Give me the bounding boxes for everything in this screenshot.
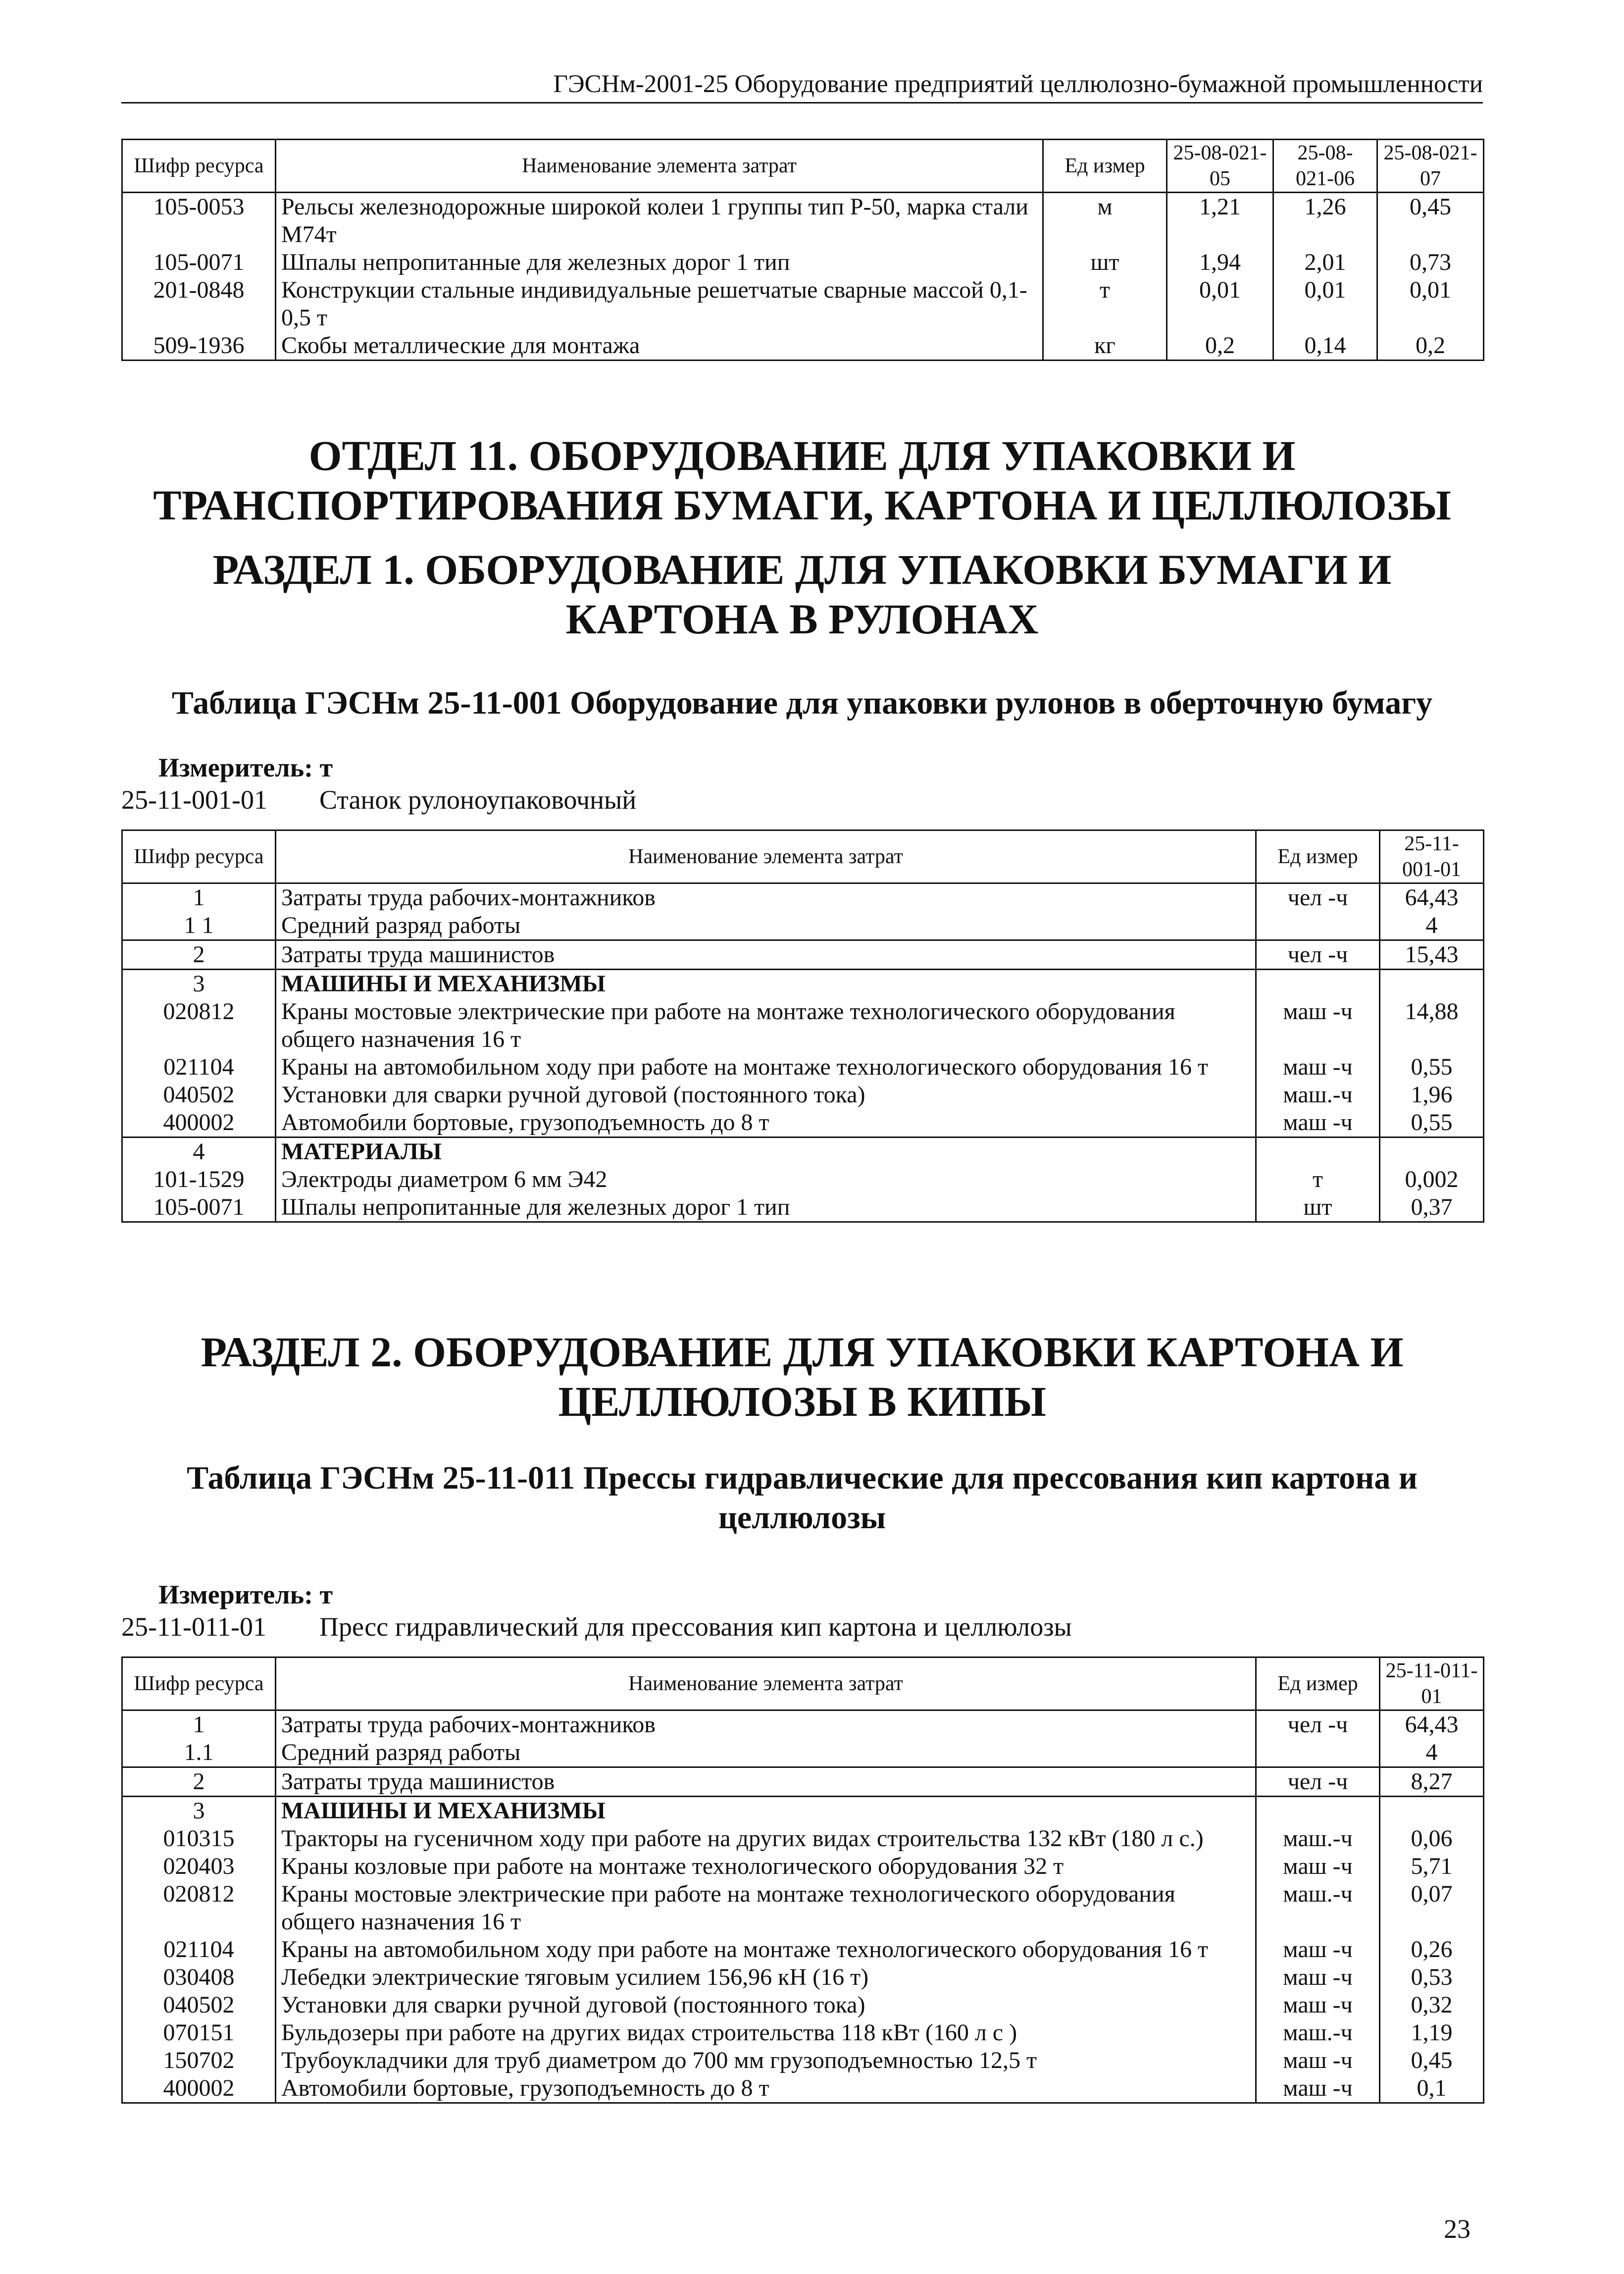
resource-unit: шт	[1256, 1193, 1380, 1222]
group-title: МАШИНЫ И МЕХАНИЗМЫ	[276, 1797, 1256, 1825]
group-title: МАШИНЫ И МЕХАНИЗМЫ	[276, 970, 1256, 998]
resource-value: 0,07	[1380, 1880, 1484, 1936]
resource-code: 020812	[122, 1880, 276, 1936]
resource-name: Средний разряд работы	[276, 912, 1256, 940]
resource-unit: маш -ч	[1256, 1936, 1380, 1964]
resource-code: 2	[122, 940, 276, 970]
resource-value: 14,88	[1380, 998, 1484, 1053]
table-caption-25-11-001: Таблица ГЭСНм 25-11-001 Оборудование для упаковки рулонов в оберточную бумагу	[171, 685, 1433, 721]
resource-unit: маш.-ч	[1256, 1081, 1380, 1109]
table-header-row	[122, 1657, 1484, 1710]
resource-unit: маш -ч	[1256, 2074, 1380, 2103]
resource-value	[1380, 970, 1484, 998]
table-row	[122, 1825, 1484, 1853]
resource-value: 1,21	[1167, 193, 1273, 249]
resource-code: 010315	[122, 1825, 276, 1853]
resource-unit: маш -ч	[1256, 1991, 1380, 2019]
resource-unit: кг	[1043, 332, 1167, 361]
resource-name: Затраты труда рабочих-монтажников	[276, 883, 1256, 912]
table-row	[122, 1739, 1484, 1767]
resource-unit	[1256, 1797, 1380, 1825]
resource-value	[1380, 1137, 1484, 1166]
resource-code: 021104	[122, 1936, 276, 1964]
col-header-value: 25-11-011-01	[1380, 1657, 1484, 1710]
resource-unit	[1256, 1739, 1380, 1767]
resource-value: 1,26	[1273, 193, 1377, 249]
resource-unit: маш.-ч	[1256, 1825, 1380, 1853]
table-row	[122, 1936, 1484, 1964]
table-row	[122, 1053, 1484, 1081]
resource-value: 4	[1380, 912, 1484, 940]
resource-value: 5,71	[1380, 1853, 1484, 1880]
table-row	[122, 332, 1484, 361]
col-header-code: Шифр ресурса	[122, 140, 276, 193]
table-row	[122, 1853, 1484, 1880]
resource-code: 020812	[122, 998, 276, 1053]
table-row	[122, 1767, 1484, 1797]
table-row	[122, 1166, 1484, 1193]
resource-code: 021104	[122, 1053, 276, 1081]
resource-name: Краны козловые при работе на монтаже технологического оборудования 32 т	[276, 1853, 1256, 1880]
resource-code: 400002	[122, 2074, 276, 2103]
resource-code: 2	[122, 1767, 276, 1797]
resource-table-25-08-021	[121, 139, 1484, 361]
col-header-unit: Ед измер	[1043, 140, 1167, 193]
col-header-name: Наименование элемента затрат	[276, 830, 1256, 883]
resource-value: 0,1	[1380, 2074, 1484, 2103]
resource-name: Краны мостовые электрические при работе на монтаже технологического оборудования общего назначения 16 т	[276, 998, 1256, 1053]
position-name: Станок рулоноупаковочный	[319, 785, 637, 815]
position-line	[121, 1612, 1072, 1642]
resource-value: 1,96	[1380, 1081, 1484, 1109]
resource-value: 0,45	[1377, 193, 1484, 249]
table-row	[122, 883, 1484, 912]
resource-name: Тракторы на гусеничном ходу при работе на других видах строительства 132 кВт (180 л с.)	[276, 1825, 1256, 1853]
running-header: ГЭСНм-2001-25 Оборудование предприятий целлюлозно-бумажной промышленности	[121, 69, 1483, 103]
resource-code: 4	[122, 1137, 276, 1166]
group-title: МАТЕРИАЛЫ	[276, 1137, 1256, 1166]
resource-unit	[1256, 970, 1380, 998]
table-row	[122, 998, 1484, 1053]
resource-name: Конструкции стальные индивидуальные решетчатые сварные массой 0,1-0,5 т	[276, 276, 1043, 332]
resource-value: 0,37	[1380, 1193, 1484, 1222]
col-header-unit: Ед измер	[1256, 830, 1380, 883]
division-heading: ОТДЕЛ 11. ОБОРУДОВАНИЕ ДЛЯ УПАКОВКИ И ТРАНСПОРТИРОВАНИЯ БУМАГИ, КАРТОНА И ЦЕЛЛЮЛОЗЫ	[153, 432, 1451, 529]
resource-value: 0,01	[1273, 276, 1377, 332]
resource-value: 0,55	[1380, 1109, 1484, 1137]
resource-value: 0,01	[1377, 276, 1484, 332]
table-row	[122, 1109, 1484, 1137]
resource-table-25-11-011	[121, 1656, 1484, 2104]
resource-value: 0,53	[1380, 1964, 1484, 1991]
resource-code: 040502	[122, 1991, 276, 2019]
resource-name: Краны мостовые электрические при работе на монтаже технологического оборудования общего назначения 16 т	[276, 1880, 1256, 1936]
resource-unit: чел -ч	[1256, 940, 1380, 970]
position-line	[121, 785, 636, 815]
resource-name: Шпалы непропитанные для железных дорог 1 тип	[276, 249, 1043, 276]
table-row	[122, 1193, 1484, 1222]
resource-unit: шт	[1043, 249, 1167, 276]
resource-value: 1,19	[1380, 2019, 1484, 2047]
resource-unit: маш.-ч	[1256, 2019, 1380, 2047]
col-header-value: 25-08-021-07	[1377, 140, 1484, 193]
resource-name: Рельсы железнодорожные широкой колеи 1 группы тип Р-50, марка стали М74т	[276, 193, 1043, 249]
table-row	[122, 1081, 1484, 1109]
resource-value: 64,43	[1380, 1710, 1484, 1739]
table-group-row	[122, 1797, 1484, 1825]
table-header-row	[122, 830, 1484, 883]
table-row	[122, 2019, 1484, 2047]
col-header-value: 25-08-021-06	[1273, 140, 1377, 193]
table-row	[122, 1964, 1484, 1991]
resource-name: Лебедки электрические тяговым усилием 156,96 кН (16 т)	[276, 1964, 1256, 1991]
resource-unit: м	[1043, 193, 1167, 249]
resource-code: 1	[122, 883, 276, 912]
resource-unit: т	[1256, 1166, 1380, 1193]
table-group-row	[122, 1137, 1484, 1166]
resource-name: Краны на автомобильном ходу при работе на монтаже технологического оборудования 16 т	[276, 1936, 1256, 1964]
resource-unit	[1256, 912, 1380, 940]
resource-unit: маш -ч	[1256, 1053, 1380, 1081]
resource-value: 0,01	[1167, 276, 1273, 332]
resource-value: 0,2	[1377, 332, 1484, 361]
resource-unit: чел -ч	[1256, 883, 1380, 912]
resource-name: Электроды диаметром 6 мм Э42	[276, 1166, 1256, 1193]
page-number: 23	[1444, 2214, 1471, 2244]
resource-code: 1 1	[122, 912, 276, 940]
resource-unit: чел -ч	[1256, 1767, 1380, 1797]
table-header-row	[122, 140, 1484, 193]
resource-unit: чел -ч	[1256, 1710, 1380, 1739]
resource-name: Средний разряд работы	[276, 1739, 1256, 1767]
position-name: Пресс гидравлический для прессования кип картона и целлюлозы	[319, 1612, 1072, 1642]
position-code: 25-11-011-01	[121, 1612, 266, 1642]
resource-value: 2,01	[1273, 249, 1377, 276]
resource-value: 0,45	[1380, 2047, 1484, 2074]
resource-name: Скобы металлические для монтажа	[276, 332, 1043, 361]
measure-unit: Измеритель: т	[158, 753, 333, 782]
position-code: 25-11-001-01	[121, 785, 267, 815]
resource-value: 8,27	[1380, 1767, 1484, 1797]
resource-value: 4	[1380, 1739, 1484, 1767]
resource-code: 3	[122, 970, 276, 998]
resource-value	[1380, 1797, 1484, 1825]
resource-value: 0,32	[1380, 1991, 1484, 2019]
table-row	[122, 1991, 1484, 2019]
resource-value: 0,14	[1273, 332, 1377, 361]
col-header-value: 25-11-001-01	[1380, 830, 1484, 883]
resource-code: 030408	[122, 1964, 276, 1991]
resource-code: 1.1	[122, 1739, 276, 1767]
resource-code: 070151	[122, 2019, 276, 2047]
resource-value: 64,43	[1380, 883, 1484, 912]
col-header-name: Наименование элемента затрат	[276, 140, 1043, 193]
resource-code: 509-1936	[122, 332, 276, 361]
measure-unit: Измеритель: т	[158, 1580, 333, 1609]
resource-value: 0,26	[1380, 1936, 1484, 1964]
resource-code: 3	[122, 1797, 276, 1825]
table-row	[122, 940, 1484, 970]
table-caption-25-11-011: Таблица ГЭСНм 25-11-011 Прессы гидравлические для прессования кип картона и целлюлозы	[187, 1460, 1418, 1536]
resource-unit: маш -ч	[1256, 1964, 1380, 1991]
resource-code: 020403	[122, 1853, 276, 1880]
resource-code: 1	[122, 1710, 276, 1739]
table-row	[122, 912, 1484, 940]
resource-code: 040502	[122, 1081, 276, 1109]
col-header-value: 25-08-021-05	[1167, 140, 1273, 193]
resource-name: Автомобили бортовые, грузоподъемность до 8 т	[276, 1109, 1256, 1137]
resource-code: 400002	[122, 1109, 276, 1137]
resource-code: 105-0071	[122, 1193, 276, 1222]
resource-unit: маш -ч	[1256, 1109, 1380, 1137]
section-heading-1: РАЗДЕЛ 1. ОБОРУДОВАНИЕ ДЛЯ УПАКОВКИ БУМАГИ И КАРТОНА В РУЛОНАХ	[212, 546, 1392, 643]
resource-value: 0,06	[1380, 1825, 1484, 1853]
resource-name: Установки для сварки ручной дуговой (постоянного тока)	[276, 1991, 1256, 2019]
resource-name: Автомобили бортовые, грузоподъемность до 8 т	[276, 2074, 1256, 2103]
col-header-name: Наименование элемента затрат	[276, 1657, 1256, 1710]
col-header-code: Шифр ресурса	[122, 1657, 276, 1710]
resource-name: Затраты труда машинистов	[276, 940, 1256, 970]
resource-name: Затраты труда машинистов	[276, 1767, 1256, 1797]
table-row	[122, 2047, 1484, 2074]
resource-name: Установки для сварки ручной дуговой (постоянного тока)	[276, 1081, 1256, 1109]
resource-name: Затраты труда рабочих-монтажников	[276, 1710, 1256, 1739]
resource-unit: маш.-ч	[1256, 1880, 1380, 1936]
resource-unit: маш -ч	[1256, 2047, 1380, 2074]
resource-name: Шпалы непропитанные для железных дорог 1 тип	[276, 1193, 1256, 1222]
table-row	[122, 193, 1484, 249]
resource-unit: т	[1043, 276, 1167, 332]
resource-name: Трубоукладчики для труб диаметром до 700 мм грузоподъемностью 12,5 т	[276, 2047, 1256, 2074]
resource-code: 201-0848	[122, 276, 276, 332]
table-row	[122, 249, 1484, 276]
resource-value: 0,73	[1377, 249, 1484, 276]
table-row	[122, 2074, 1484, 2103]
resource-value: 0,002	[1380, 1166, 1484, 1193]
resource-value: 1,94	[1167, 249, 1273, 276]
resource-name: Краны на автомобильном ходу при работе на монтаже технологического оборудования 16 т	[276, 1053, 1256, 1081]
resource-code: 105-0071	[122, 249, 276, 276]
resource-unit	[1256, 1137, 1380, 1166]
resource-table-25-11-001	[121, 829, 1484, 1223]
table-row	[122, 1710, 1484, 1739]
table-row	[122, 1880, 1484, 1936]
col-header-code: Шифр ресурса	[122, 830, 276, 883]
resource-unit: маш -ч	[1256, 998, 1380, 1053]
resource-value: 0,2	[1167, 332, 1273, 361]
resource-code: 101-1529	[122, 1166, 276, 1193]
resource-unit: маш -ч	[1256, 1853, 1380, 1880]
resource-value: 0,55	[1380, 1053, 1484, 1081]
col-header-unit: Ед измер	[1256, 1657, 1380, 1710]
section-heading-2: РАЗДЕЛ 2. ОБОРУДОВАНИЕ ДЛЯ УПАКОВКИ КАРТОНА И ЦЕЛЛЮЛОЗЫ В КИПЫ	[201, 1328, 1404, 1425]
resource-value: 15,43	[1380, 940, 1484, 970]
resource-code: 105-0053	[122, 193, 276, 249]
table-group-row	[122, 970, 1484, 998]
table-row	[122, 276, 1484, 332]
resource-name: Бульдозеры при работе на других видах строительства 118 кВт (160 л с )	[276, 2019, 1256, 2047]
resource-code: 150702	[122, 2047, 276, 2074]
